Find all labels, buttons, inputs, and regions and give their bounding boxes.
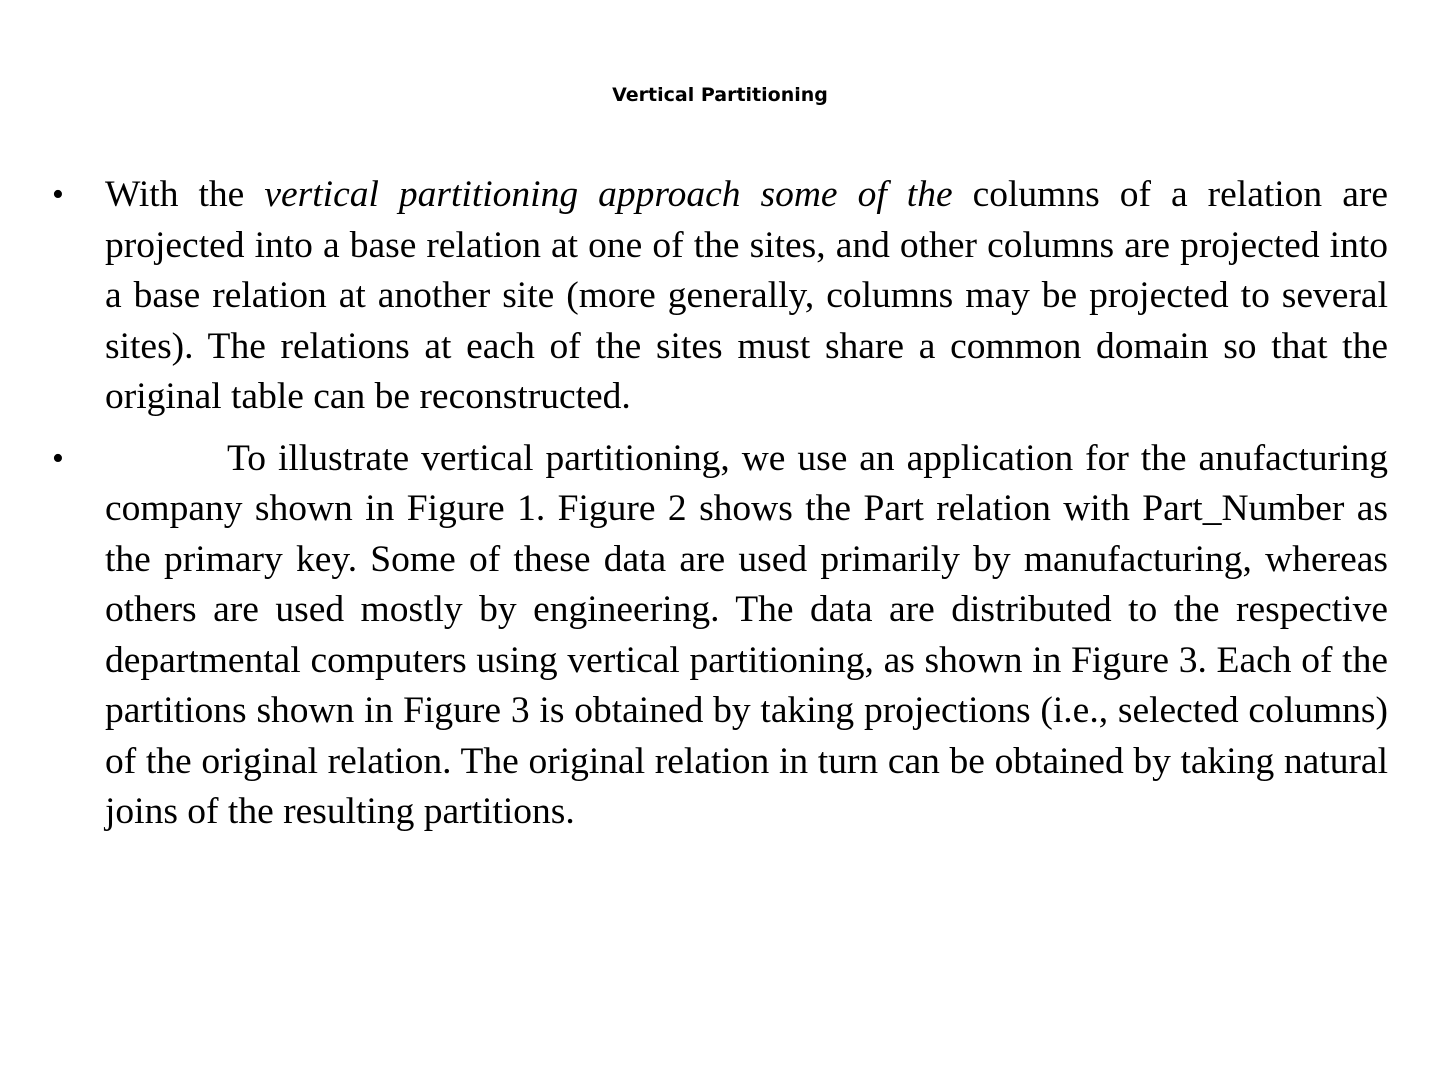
slide-title: Vertical Partitioning bbox=[612, 84, 828, 106]
bullet-text bbox=[105, 434, 1388, 838]
bullet-list bbox=[52, 170, 1388, 849]
bullet-item-2 bbox=[52, 434, 1388, 838]
bullet-marker: • bbox=[52, 439, 64, 477]
bullet-marker: • bbox=[52, 176, 64, 213]
bullet-text bbox=[105, 170, 1388, 423]
bullet-text-body: To illustrate vertical partitioning, we use an application for the anufacturing company shown in Figure 1. Figure 2 shows the Part relation with Part_Number as the primary key. Some of these data are used primarily by manufacturing, whereas others are used mostly by engineering. The data are distributed to the respective departmental computers using vertical partitioning, as shown in Figure 3. Each of the partitions shown in Figure 3 is obtained by taking projections (i.e., selected columns) of the original relation. The original relation in turn can be obtained by taking natural joins of the resulting partitions. bbox=[105, 437, 1388, 832]
bullet-text-italic: vertical partitioning approach some of the bbox=[264, 174, 953, 215]
bullet-text-lead: With the bbox=[105, 174, 265, 215]
bullet-item-1 bbox=[52, 170, 1388, 423]
bullet-text-rest: columns of a relation are projected into a base relation at one of the sites, and other columns are projected into a base relation at another site (more generally, columns may be projected to several sites). The relations at each of the sites must share a common domain so that the original table can be reconstructed. bbox=[105, 174, 1388, 417]
